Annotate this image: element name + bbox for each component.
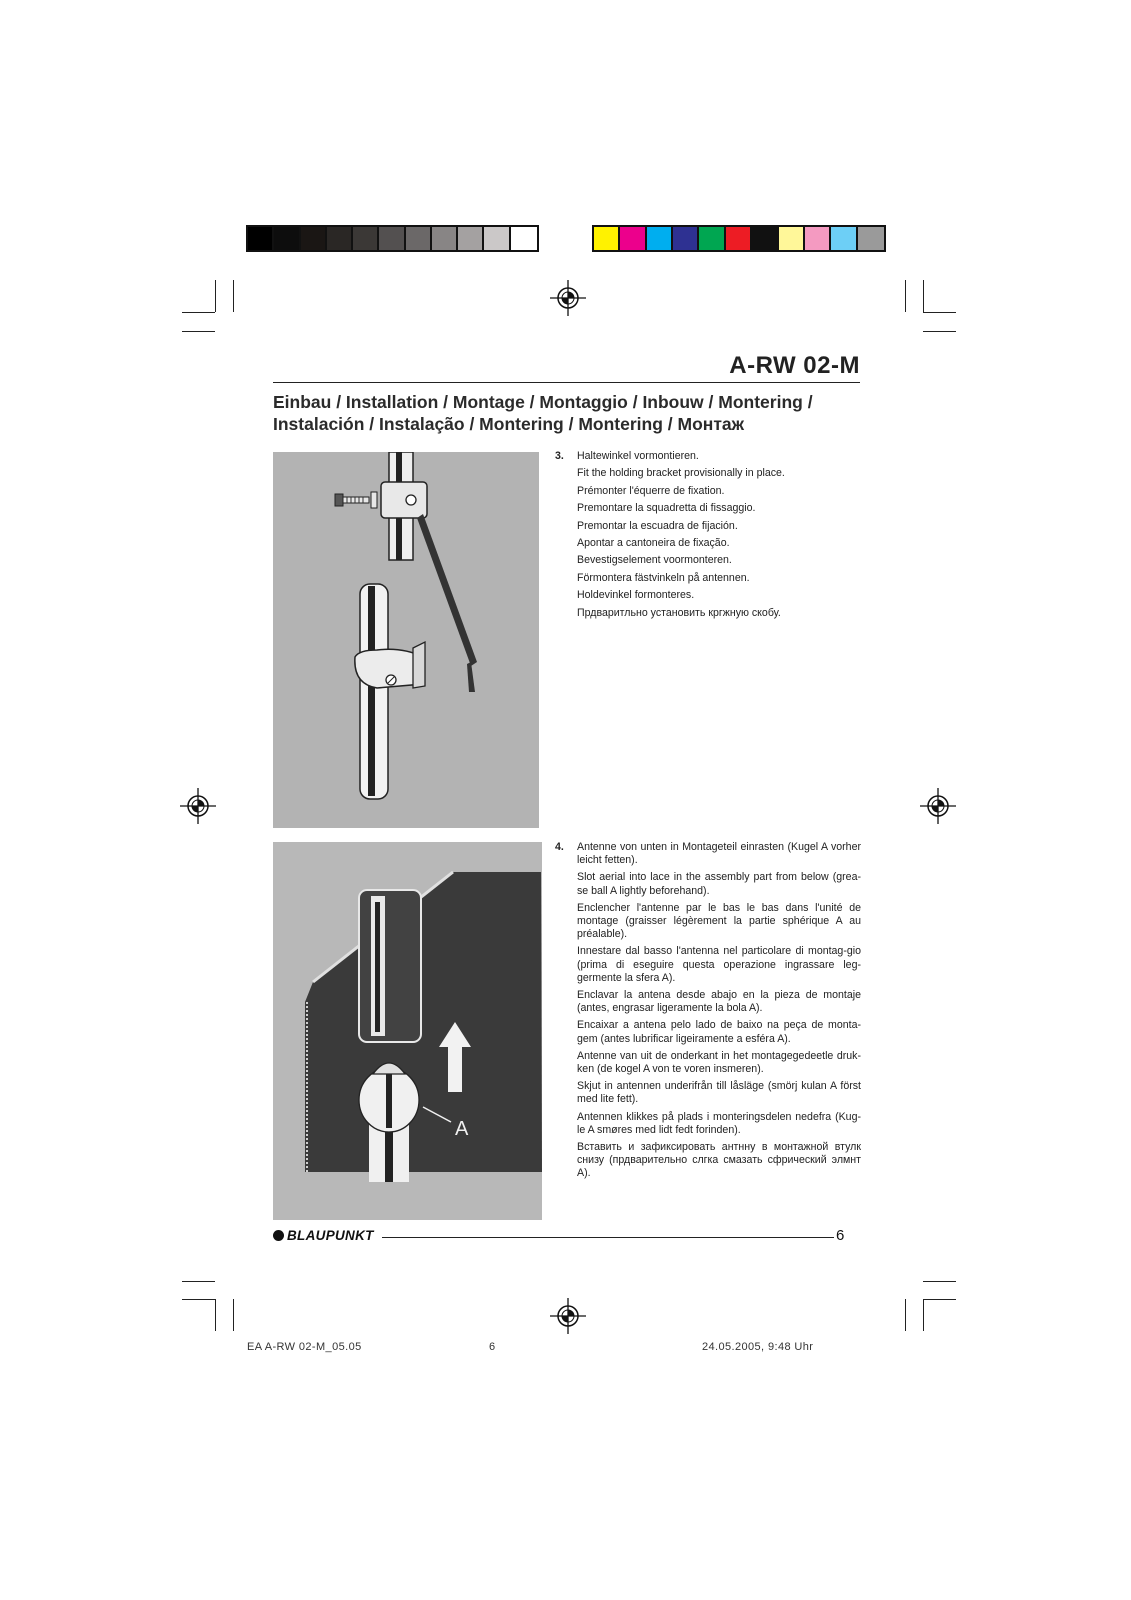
instruction-line: Enclavar la antena desde abajo en la pieza de montaje (antes, engrasar ligeramente la bola A). [577, 989, 861, 1015]
registration-mark-icon [920, 788, 956, 824]
crop-mark [905, 1299, 906, 1331]
illustration-bracket-assembly [273, 452, 539, 828]
crop-mark [923, 1299, 924, 1331]
step-number: 4. [555, 841, 564, 853]
instruction-line: Skjut in antennen underifrån till låsläge (smörj kulan A först med lite fett). [577, 1080, 861, 1106]
crop-mark [923, 1299, 956, 1300]
instruction-line: Apontar a cantoneira de fixação. [577, 536, 730, 549]
instruction-line: Haltewinkel vormontieren. [577, 450, 699, 462]
page-number: 6 [836, 1227, 845, 1244]
crop-mark [182, 1281, 215, 1282]
grey-swatch [301, 227, 327, 250]
section-title-line-1: Einbau / Installation / Montage / Montaggio / Inbouw / Montering / [273, 392, 813, 412]
instruction-line: Premontare la squadretta di fissaggio. [577, 502, 756, 515]
color-swatch [620, 227, 646, 250]
color-swatch [805, 227, 831, 250]
color-swatch [699, 227, 725, 250]
grey-swatch [274, 227, 300, 250]
brand-name: BLAUPUNKT [287, 1228, 374, 1243]
instruction-line: Fit the holding bracket provisionally in place. [577, 467, 785, 480]
crop-mark [182, 331, 215, 332]
color-swatch [673, 227, 699, 250]
grey-swatch [484, 227, 510, 250]
registration-mark-icon [180, 788, 216, 824]
color-swatch [779, 227, 805, 250]
instruction-line: Prémonter l'équerre de fixation. [577, 484, 725, 497]
grey-swatch [432, 227, 458, 250]
footer-rule [382, 1237, 834, 1238]
color-swatch [594, 227, 620, 250]
instruction-line: Enclencher l'antenne par le bas le bas dans l'unité de montage (graisser légèrement la partie sphérique A au préalable). [577, 901, 861, 941]
crop-mark [233, 280, 234, 312]
step-number: 3. [555, 450, 564, 462]
slug-timestamp: 24.05.2005, 9:48 Uhr [702, 1341, 814, 1353]
crop-mark [923, 331, 956, 332]
instruction-line: Antenne von unten in Montageteil einrasten (Kugel A vorher leicht fetten). [577, 841, 861, 867]
color-swatch [726, 227, 752, 250]
grey-swatch [353, 227, 379, 250]
grey-swatch [327, 227, 353, 250]
instruction-line: Slot aerial into lace in the assembly part from below (grea-se ball A lightly beforehand). [577, 871, 861, 897]
slug-page: 6 [489, 1341, 496, 1353]
instruction-line: Innestare dal basso l'antenna nel particolare di montag-gio (prima di eseguire questa operazione ingrassare leg-germente la sfera A). [577, 945, 861, 984]
instruction-line: Holdevinkel formonteres. [577, 589, 695, 602]
model-number: A-RW 02-M [729, 352, 860, 379]
instruction-line: Antennen klikkes på plads i monteringsdelen nedefra (Kug-le A smøres med lidt fedt forinden). [577, 1110, 861, 1136]
grey-swatch [406, 227, 432, 250]
figure-label-a: A [455, 1118, 469, 1140]
grey-swatch [379, 227, 405, 250]
illustration-antenna-insert [273, 842, 542, 1220]
registration-mark-icon [550, 280, 586, 316]
step-4-instructions [555, 841, 861, 1185]
crop-mark [923, 1281, 956, 1282]
grey-calibration-bar [246, 225, 539, 252]
crop-mark [182, 312, 215, 313]
grey-swatch [458, 227, 484, 250]
instruction-line: Förmontera fästvinkeln på antennen. [577, 571, 750, 584]
crop-mark [905, 280, 906, 312]
color-swatch [858, 227, 884, 250]
instruction-line: Вставить и зафиксировать антнну в монтажной втулк снизу (прдварительно слгка смазать сфрический элмнт A). [577, 1141, 861, 1180]
crop-mark [215, 1299, 216, 1331]
brand-logo [273, 1228, 374, 1243]
crop-mark [923, 280, 924, 312]
instruction-line: Antenne van uit de onderkant in het montagegedeetle druk-ken (de kogel A von te voren insmeren). [577, 1049, 861, 1076]
registration-mark-icon [550, 1298, 586, 1334]
instruction-line: Прдваритльно установить кргжную скобу. [577, 606, 781, 619]
brand-dot-icon [273, 1230, 284, 1241]
color-swatch [647, 227, 673, 250]
section-title-line-2: Instalación / Instalação / Montering / Montering / Монтаж [273, 414, 745, 434]
instruction-line: Bevestigselement voormonteren. [577, 554, 732, 567]
crop-mark [923, 312, 956, 313]
instruction-line: Premontar la escuadra de fijación. [577, 519, 738, 532]
grey-swatch [511, 227, 537, 250]
crop-mark [233, 1299, 234, 1331]
grey-swatch [248, 227, 274, 250]
crop-mark [182, 1299, 215, 1300]
color-swatch [831, 227, 857, 250]
color-swatch [752, 227, 778, 250]
step-3-instructions [555, 450, 861, 624]
instruction-line: Encaixar a antena pelo lado de baixo na peça de monta-gem (antes lubrificar ligeiramente a esféra A). [577, 1019, 861, 1045]
header-rule [273, 382, 860, 383]
slug-filename: EA A-RW 02-M_05.05 [247, 1341, 362, 1353]
crop-mark [215, 280, 216, 312]
color-calibration-bar [592, 225, 886, 252]
